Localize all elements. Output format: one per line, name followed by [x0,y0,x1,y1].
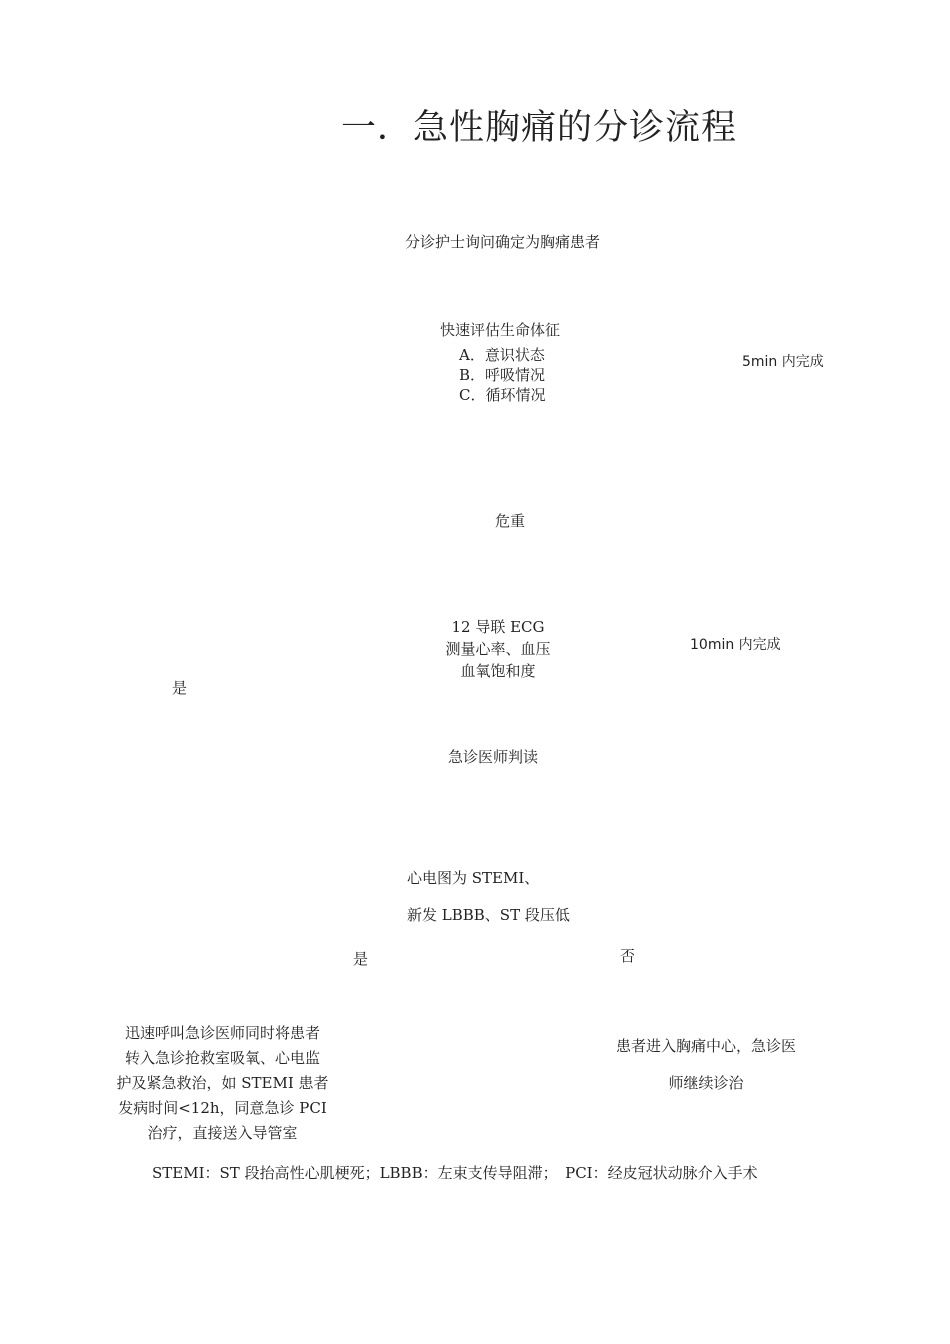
yes-result-line: 发病时间<12h，同意急诊 PCI [118,1099,327,1117]
step-physician-reading: 急诊医师判读 [448,748,539,766]
no-branch-label: 否 [620,947,636,965]
step-vital-signs-heading: 快速评估生命体征 [440,321,561,339]
yes-branch-label: 是 [353,950,369,968]
step-identify-chest-pain: 分诊护士询问确定为胸痛患者 [405,233,601,251]
time-note-10min: 10min 内完成 [690,637,781,653]
yes-result-line: 治疗，直接送入导管室 [147,1124,298,1142]
yes-label-left: 是 [172,679,188,697]
critical-label: 危重 [495,512,526,530]
no-branch-result [595,1028,817,1102]
yes-branch-result [100,1021,345,1146]
yes-result-line: 迅速呼叫急诊医师同时将患者 [124,1024,320,1042]
yes-result-line: 转入急诊抢救室吸氧、心电监 [124,1049,320,1067]
yes-result-line: 护及紧急救治，如 STEMI 患者 [116,1074,329,1092]
no-result-line: 师继续诊治 [668,1074,744,1092]
step-ecg-measurements [418,616,578,682]
no-result-line: 患者进入胸痛中心，急诊医 [615,1037,796,1055]
step-ecg-criteria-line2: 新发 LBBB、ST 段压低 [407,906,570,924]
ecg-line: 12 导联 ECG [451,618,545,636]
vital-sign-item-circulation: C．循环情况 [459,386,546,404]
step-ecg-criteria-line1: 心电图为 STEMI、 [407,869,540,887]
vital-signs-list [459,345,545,405]
ecg-line: 血氧饱和度 [460,662,536,680]
time-note-5min: 5min 内完成 [742,354,824,370]
vital-sign-item-breathing: B．呼吸情况 [459,366,546,384]
page-title: 一．急性胸痛的分诊流程 [340,108,737,148]
abbreviation-footnote: STEMI：ST 段抬高性心肌梗死；LBBB：左束支传导阻滞； PCI：经皮冠状动脉介入手术 [152,1164,758,1182]
vital-sign-item-consciousness: A．意识状态 [459,346,545,364]
ecg-line: 测量心率、血压 [445,640,551,658]
